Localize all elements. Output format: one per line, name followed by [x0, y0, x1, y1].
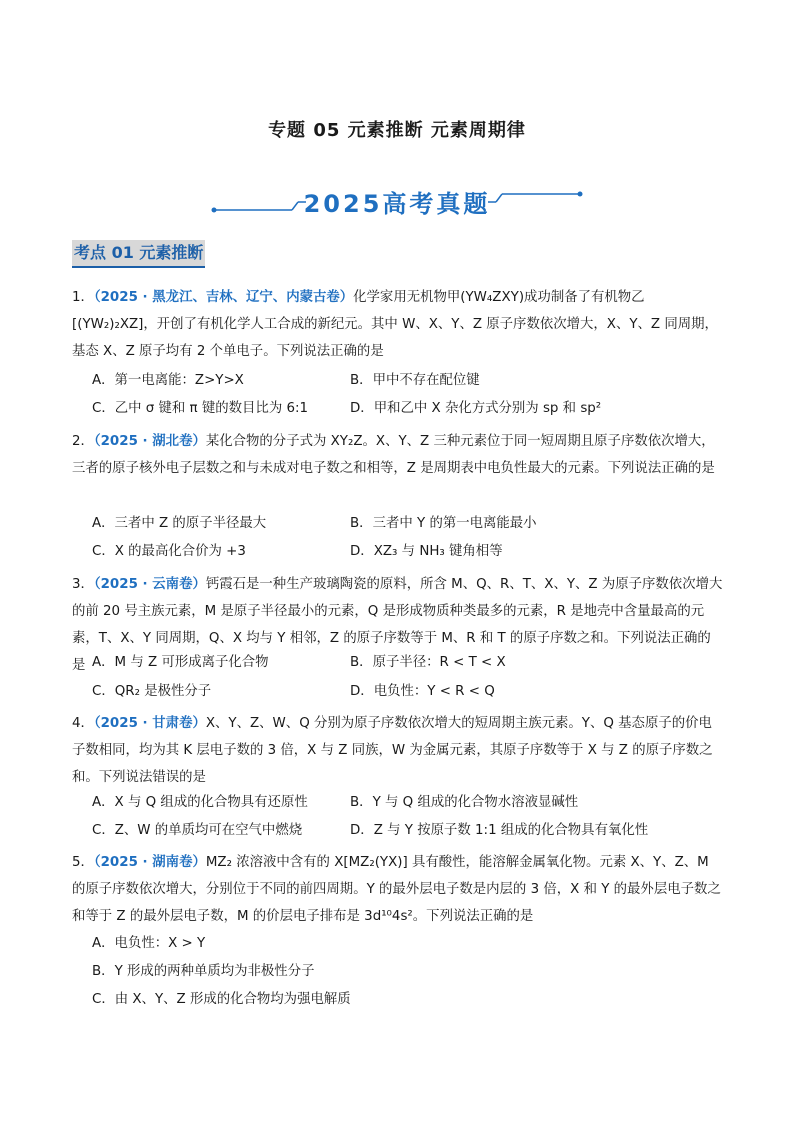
question-source: （2025 · 湖南卷）: [93, 855, 206, 870]
year-banner: [210, 182, 584, 222]
option-d: D．XZ₃ 与 NH₃ 键角相等: [350, 544, 503, 559]
question-4: [72, 710, 724, 791]
banner-title: 2025高考真题: [303, 190, 491, 218]
option-b: B．Y 形成的两种单质均为非极性分子: [92, 964, 315, 979]
question-stem: MZ₂ 浓溶液中含有的 X[MZ₂(YX)] 具有酸性，能溶解金属氧化物。元素 X、Y、Z、M 的原子序数依次增大，分别位于不同的前四周期。Y 的最外层电子数是内层的 3 倍，X 和 Y 的最外层电子数之和等于 Z 的最外层电子数，M 的价层电子排布是 3d¹⁰4s²。下列说法正确的是: [72, 855, 721, 924]
option-a: A．X 与 Q 组成的化合物具有还原性: [92, 795, 308, 810]
question-1: [72, 284, 724, 365]
question-number: 5．: [72, 855, 94, 870]
question-number: 3．: [72, 577, 94, 592]
page-title: 专题 05 元素推断 元素周期律: [268, 120, 526, 141]
question-2: [72, 428, 724, 482]
option-b: B．Y 与 Q 组成的化合物水溶液显碱性: [350, 795, 579, 810]
question-5: [72, 849, 724, 930]
option-d: D．Z 与 Y 按原子数 1:1 组成的化合物具有氧化性: [350, 823, 649, 838]
question-stem: 钙霞石是一种生产玻璃陶瓷的原料，所含 M、Q、R、T、X、Y、Z 为原子序数依次增大的前 20 号主族元素，M 是原子半径最小的元素，Q 是形成物质种类最多的元素，R 是地壳中含量最高的元素，T、X、Y 同周期，Q、X 均与 Y 相邻，Z 的原子序数等于 M、R 和 T 的原子序数之和。下列说法正确的是: [72, 577, 723, 673]
question-source: （2025 · 甘肃卷）: [93, 716, 206, 731]
option-d: D．甲和乙中 X 杂化方式分别为 sp 和 sp²: [350, 401, 602, 416]
question-number: 1．: [72, 290, 94, 305]
option-c: C．由 X、Y、Z 形成的化合物均为强电解质: [92, 992, 351, 1007]
question-stem: 某化合物的分子式为 XY₂Z。X、Y、Z 三种元素位于同一短周期且原子序数依次增大，三者的原子核外电子层数之和与未成对电子数之和相等，Z 是周期表中电负性最大的元素。下列说法正确的是: [72, 434, 715, 476]
option-a: A．电负性：X > Y: [92, 936, 206, 951]
section-heading: 考点 01 元素推断: [72, 240, 205, 268]
option-c: C．乙中 σ 键和 π 键的数目比为 6:1: [92, 401, 309, 416]
option-a: A．M 与 Z 可形成离子化合物: [92, 655, 269, 670]
option-a: A．三者中 Z 的原子半径最大: [92, 516, 267, 531]
question-source: （2025 · 湖北卷）: [93, 434, 206, 449]
option-c: C．X 的最高化合价为 +3: [92, 544, 246, 559]
option-c: C．Z、W 的单质均可在空气中燃烧: [92, 823, 303, 838]
option-a: A．第一电离能：Z>Y>X: [92, 373, 244, 388]
question-number: 2．: [72, 434, 94, 449]
question-stem: 化学家用无机物甲(YW₄ZXY)成功制备了有机物乙[(YW₂)₂XZ]，开创了有机化学人工合成的新纪元。其中 W、X、Y、Z 原子序数依次增大，X、Y、Z 同周期，基态 X、Z 原子均有 2 个单电子。下列说法正确的是: [72, 290, 718, 359]
option-b: B．原子半径：R < T < X: [350, 655, 506, 670]
option-b: B．三者中 Y 的第一电离能最小: [350, 516, 537, 531]
question-number: 4．: [72, 716, 94, 731]
option-b: B．甲中不存在配位键: [350, 373, 480, 388]
question-source: （2025 · 云南卷）: [93, 577, 206, 592]
option-d: D．电负性：Y < R < Q: [350, 684, 495, 699]
question-stem: X、Y、Z、W、Q 分别为原子序数依次增大的短周期主族元素。Y、Q 基态原子的价电子数相同，均为其 K 层电子数的 3 倍，X 与 Z 同族，W 为金属元素，其原子序数等于 X 与 Z 的原子序数之和。下列说法错误的是: [72, 716, 713, 785]
question-source: （2025 · 黑龙江、吉林、辽宁、内蒙古卷）: [93, 290, 354, 305]
option-c: C．QR₂ 是极性分子: [92, 684, 212, 699]
